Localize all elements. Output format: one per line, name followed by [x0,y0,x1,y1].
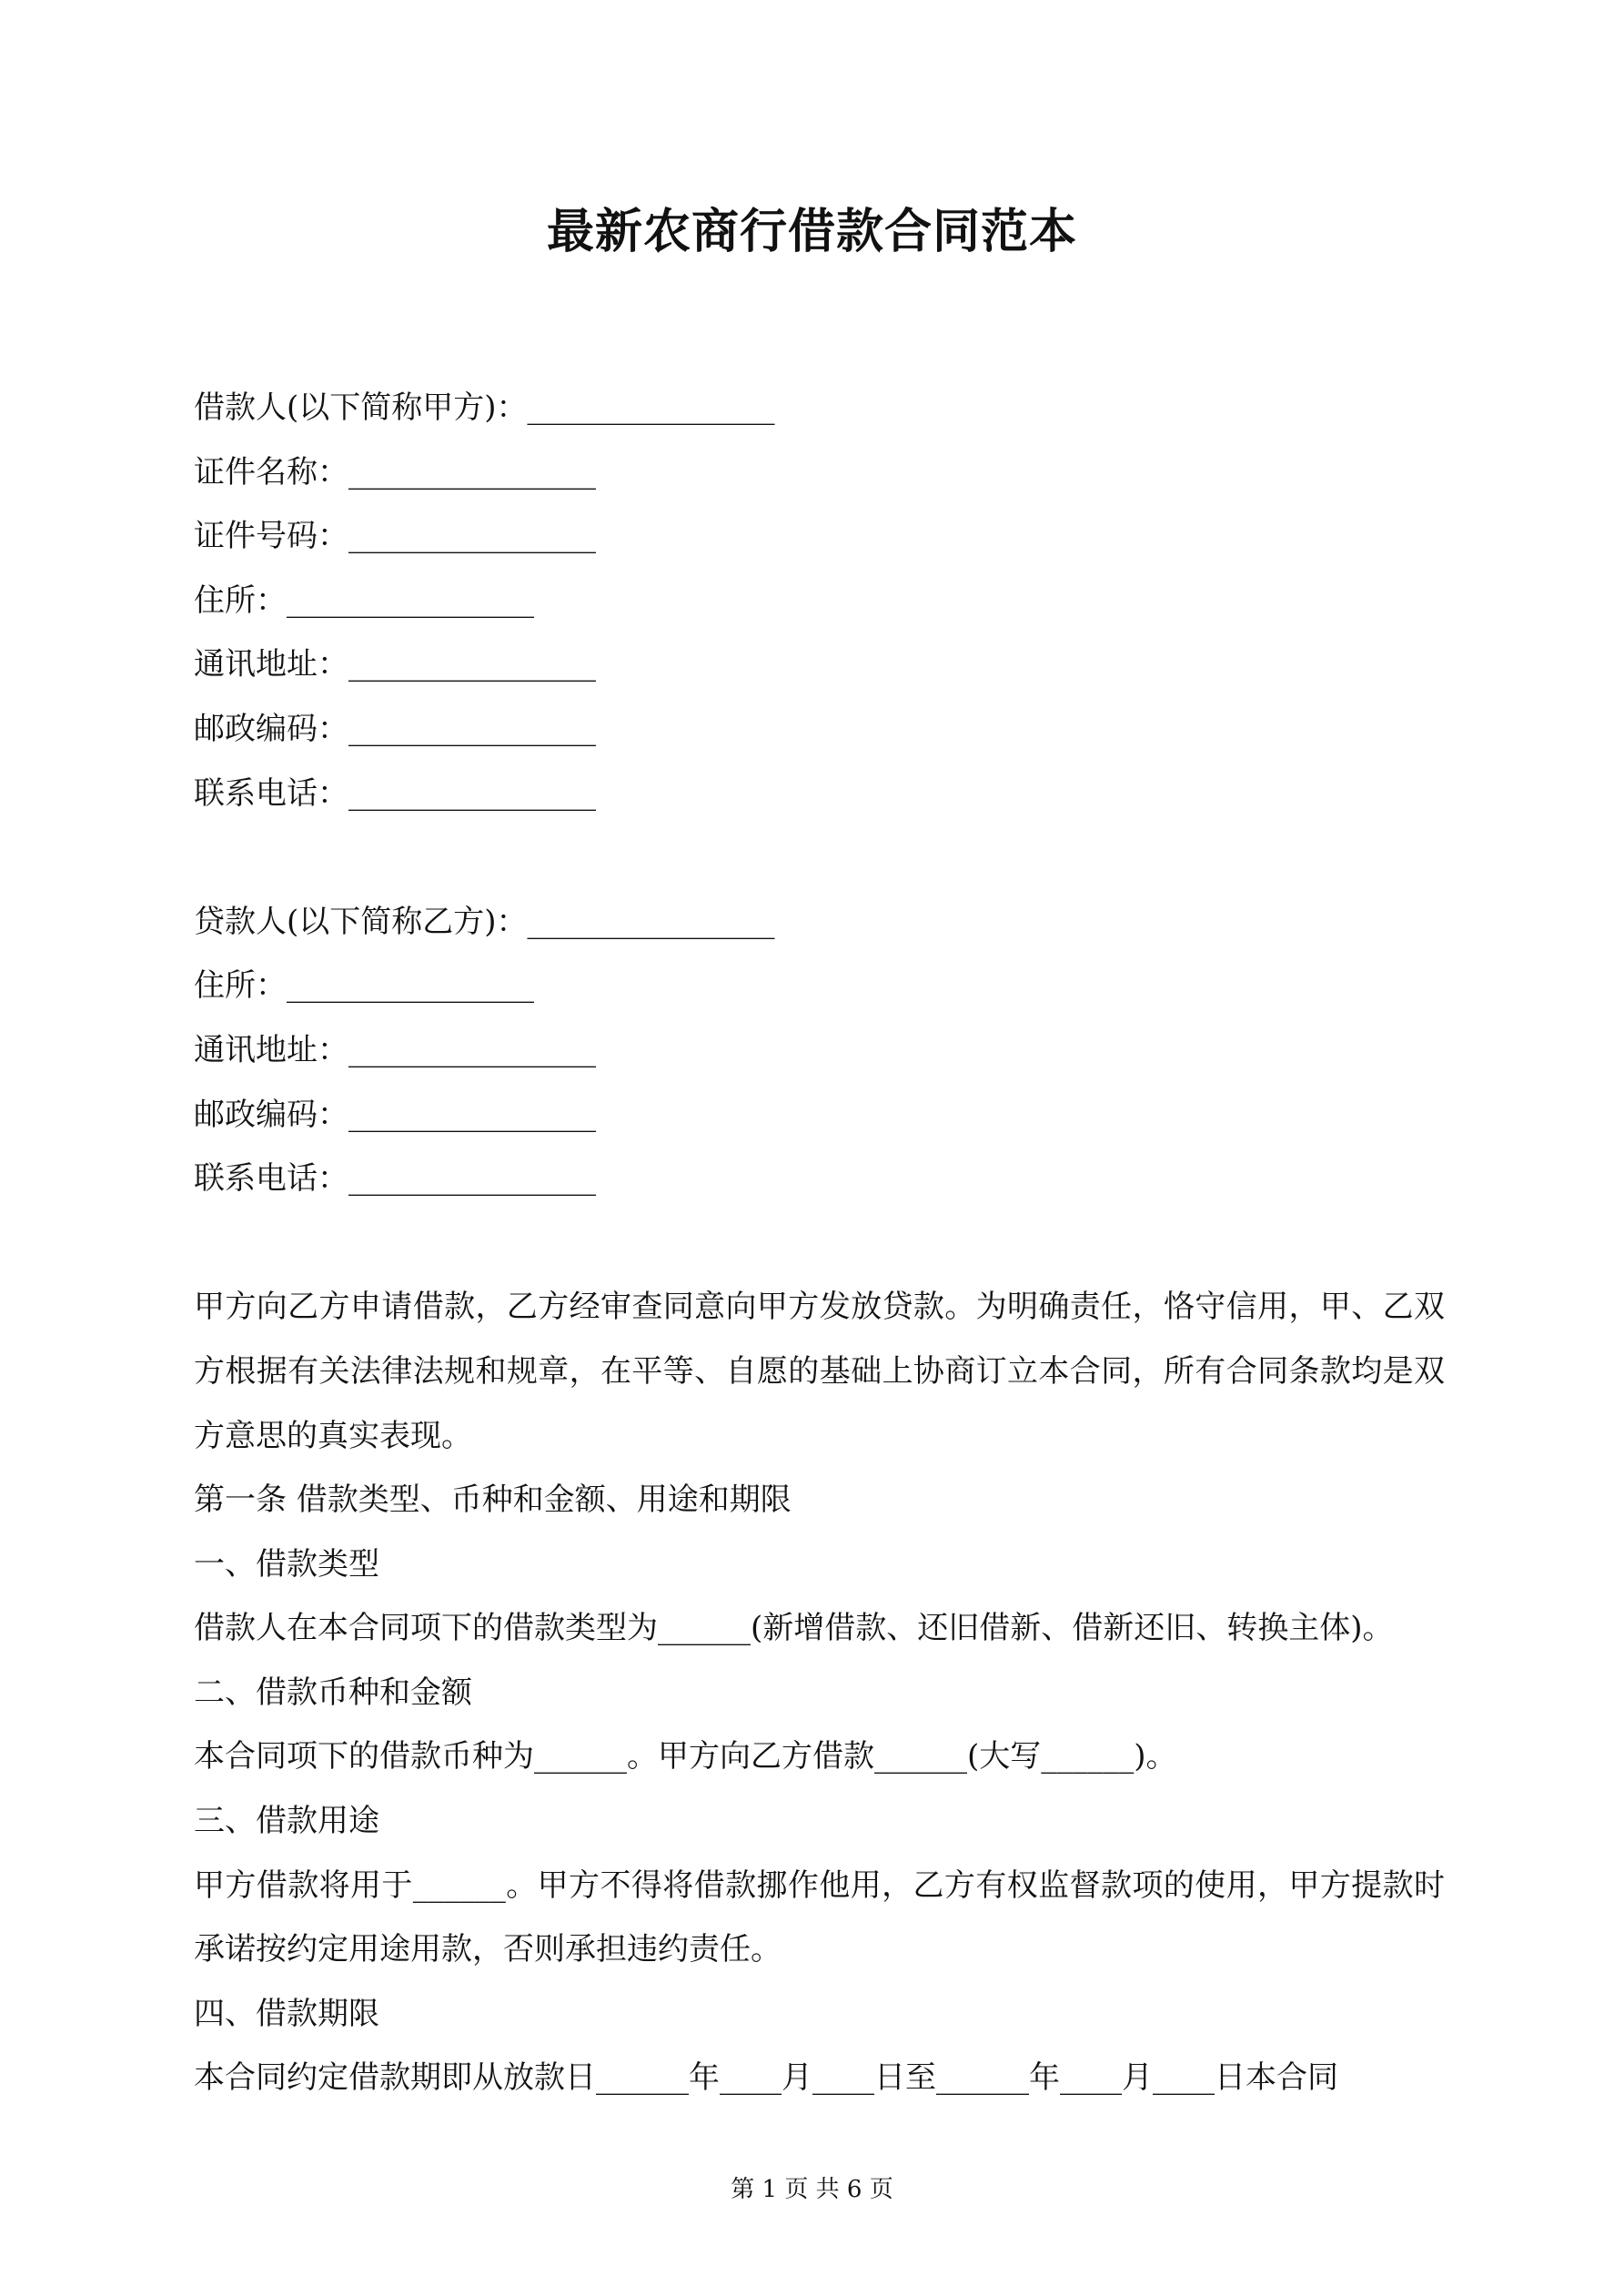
section-4-text: 本合同约定借款期即从放款日______年____月____日至______年____月____日本合同 [194,2059,1338,2097]
lender-phone-field: 联系电话：________________ [194,1160,596,1198]
lender-postal-code-field: 邮政编码：________________ [194,1096,596,1133]
borrower-name-field: 借款人(以下简称甲方)：________________ [194,389,775,426]
document-body [194,376,1445,2110]
lender-section [194,890,1445,1211]
borrower-postal-code-field: 邮政编码：________________ [194,710,596,747]
document-title: 最新农商行借款合同范本 [546,204,1077,259]
section-1-text: 借款人在本合同项下的借款类型为______(新增借款、还旧借新、借新还旧、转换主体)。 [194,1610,1394,1647]
lender-name-field: 贷款人(以下简称乙方)：________________ [194,903,775,940]
borrower-phone-field: 联系电话：________________ [194,774,596,812]
section-1-heading: 一、借款类型 [194,1545,379,1583]
section-3-text: 甲方借款将用于______。甲方不得将借款挪作他用，乙方有权监督款项的使用，甲方提款时承诺按约定用途用款，否则承担违约责任。 [194,1866,1445,1968]
borrower-id-number-field: 证件号码：________________ [194,518,596,555]
intro-paragraph: 甲方向乙方申请借款，乙方经审查同意向甲方发放贷款。为明确责任，恪守信用，甲、乙双方根据有关法律法规和规章，在平等、自愿的基础上协商订立本合同，所有合同条款均是双方意思的真实表现。 [194,1289,1445,1454]
lender-mailing-address-field: 通讯地址：________________ [194,1031,596,1068]
section-spacer [194,825,1445,890]
page-number-footer: 第 1 页 共 6 页 [731,2176,893,2203]
section-4-heading: 四、借款期限 [194,1995,379,2032]
section-spacer [194,1211,1445,1276]
section-2-text: 本合同项下的借款币种为______。甲方向乙方借款______(大写______)。 [194,1738,1177,1775]
borrower-section [194,376,1445,825]
section-2-heading: 二、借款币种和金额 [194,1674,472,1711]
borrower-id-type-field: 证件名称：________________ [194,453,596,491]
section-3-heading: 三、借款用途 [194,1803,379,1840]
article-1-heading: 第一条 借款类型、币种和金额、用途和期限 [194,1482,792,1519]
lender-address-field: 住所：________________ [194,967,534,1005]
borrower-address-field: 住所：________________ [194,582,534,619]
borrower-mailing-address-field: 通讯地址：________________ [194,646,596,683]
